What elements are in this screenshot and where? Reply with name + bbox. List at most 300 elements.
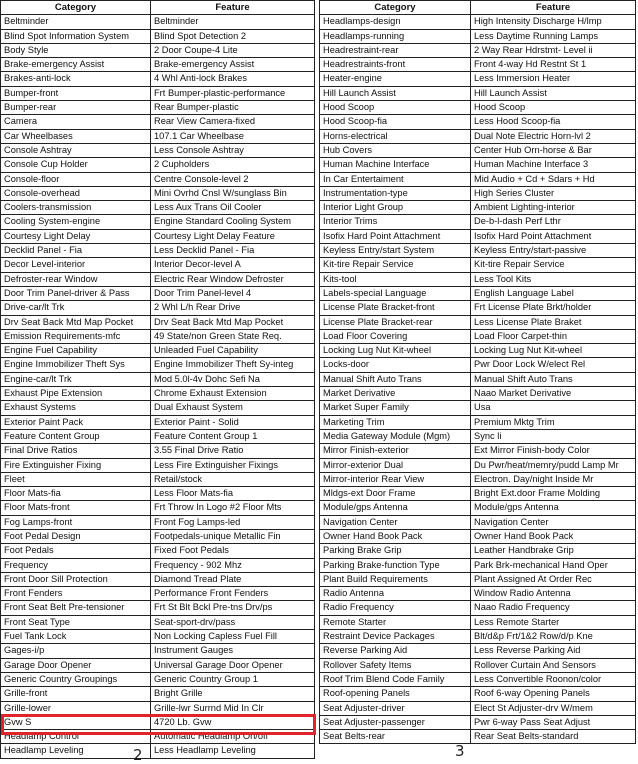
table-row bbox=[320, 143, 636, 157]
feature-cell: Less Console Ashtray bbox=[151, 143, 315, 157]
table-row bbox=[320, 415, 636, 429]
feature-cell: Less Fire Extinguisher Fixings bbox=[151, 458, 315, 472]
table-row bbox=[1, 344, 315, 358]
feature-cell: Less Hood Scoop-fia bbox=[471, 115, 636, 129]
table-row bbox=[1, 387, 315, 401]
feature-cell: 4720 Lb. Gvw bbox=[151, 715, 315, 729]
table-row bbox=[320, 301, 636, 315]
category-cell: Beltminder bbox=[1, 15, 151, 29]
category-cell: Garage Door Opener bbox=[1, 658, 151, 672]
category-cell: Gvw S bbox=[1, 715, 151, 729]
table-row bbox=[320, 258, 636, 272]
category-cell: Gages-i/p bbox=[1, 644, 151, 658]
feature-cell: Front Fog Lamps-led bbox=[151, 515, 315, 529]
feature-cell: Dual Exhaust System bbox=[151, 401, 315, 415]
feature-cell: Universal Garage Door Opener bbox=[151, 658, 315, 672]
category-cell: Hub Covers bbox=[320, 143, 471, 157]
table-row bbox=[1, 415, 315, 429]
feature-cell: Pwr Door Lock W/elect Rel bbox=[471, 358, 636, 372]
category-cell: Bumper-rear bbox=[1, 101, 151, 115]
feature-cell: Mini Ovrhd Cnsl W/sunglass Bin bbox=[151, 186, 315, 200]
table-row bbox=[320, 615, 636, 629]
table-row bbox=[1, 515, 315, 529]
table-row bbox=[320, 487, 636, 501]
feature-cell: Park Brk-mechanical Hand Oper bbox=[471, 558, 636, 572]
table-row bbox=[320, 315, 636, 329]
table-row bbox=[1, 315, 315, 329]
table-row bbox=[320, 587, 636, 601]
feature-cell: Naao Market Derivative bbox=[471, 387, 636, 401]
feature-cell: Premium Mktg Trim bbox=[471, 415, 636, 429]
category-cell: Floor Mats-front bbox=[1, 501, 151, 515]
feature-cell: Electron. Day/night Inside Mr bbox=[471, 472, 636, 486]
category-header: Category bbox=[1, 1, 151, 15]
category-cell: Parking Brake Grip bbox=[320, 544, 471, 558]
feature-cell: Seat-sport-drv/pass bbox=[151, 615, 315, 629]
feature-cell: Feature Content Group 1 bbox=[151, 429, 315, 443]
category-cell: Exhaust Systems bbox=[1, 401, 151, 415]
table-row bbox=[1, 501, 315, 515]
feature-cell: Retail/stock bbox=[151, 472, 315, 486]
page-number-right: 3 bbox=[455, 742, 465, 760]
feature-cell: English Language Label bbox=[471, 286, 636, 300]
table-row bbox=[1, 143, 315, 157]
category-cell: Heater-engine bbox=[320, 72, 471, 86]
table-row bbox=[1, 658, 315, 672]
feature-cell: Courtesy Light Delay Feature bbox=[151, 229, 315, 243]
feature-cell: Frequency - 902 Mhz bbox=[151, 558, 315, 572]
category-cell: Decor Level-interior bbox=[1, 258, 151, 272]
category-cell: Mirror-interior Rear View bbox=[320, 472, 471, 486]
feature-cell: Keyless Entry/start-passive bbox=[471, 244, 636, 258]
category-cell: Cooling System-engine bbox=[1, 215, 151, 229]
category-cell: Owner Hand Book Pack bbox=[320, 529, 471, 543]
feature-cell: Elect St Adjuster-drv W/mem bbox=[471, 701, 636, 715]
feature-cell: Rear Seat Belts-standard bbox=[471, 730, 636, 744]
feature-cell: Footpedals-unique Metallic Fin bbox=[151, 529, 315, 543]
feature-cell: Blt/d&p Frt/1&2 Row/d/p Kne bbox=[471, 630, 636, 644]
page-number-left: 2 bbox=[133, 746, 143, 764]
table-row bbox=[1, 72, 315, 86]
features-table-right bbox=[319, 0, 636, 744]
table-row bbox=[1, 458, 315, 472]
table-row bbox=[320, 329, 636, 343]
table-row bbox=[320, 172, 636, 186]
category-cell: Engine Fuel Capability bbox=[1, 344, 151, 358]
table-row bbox=[1, 358, 315, 372]
feature-cell: Leather Handbrake Grip bbox=[471, 544, 636, 558]
category-cell: Headrestraints-front bbox=[320, 58, 471, 72]
table-row bbox=[1, 472, 315, 486]
table-row bbox=[1, 301, 315, 315]
feature-cell: Human Machine Interface 3 bbox=[471, 158, 636, 172]
table-row bbox=[1, 286, 315, 300]
table-row bbox=[320, 472, 636, 486]
table-row bbox=[1, 329, 315, 343]
table-row bbox=[1, 129, 315, 143]
table-row bbox=[320, 501, 636, 515]
category-cell: Kit-tire Repair Service bbox=[320, 258, 471, 272]
feature-cell: Du Pwr/heat/memry/pudd Lamp Mr bbox=[471, 458, 636, 472]
feature-cell: Module/gps Antenna bbox=[471, 501, 636, 515]
feature-cell: Less Floor Mats-fia bbox=[151, 487, 315, 501]
category-cell: Drive-car/lt Trk bbox=[1, 301, 151, 315]
category-cell: Grille-front bbox=[1, 687, 151, 701]
feature-cell: Usa bbox=[471, 401, 636, 415]
gvw-highlight-box bbox=[1, 714, 316, 735]
category-cell: In Car Entertaiment bbox=[320, 172, 471, 186]
table-row bbox=[320, 630, 636, 644]
category-cell: Door Trim Panel-driver & Pass bbox=[1, 286, 151, 300]
feature-cell: Dual Note Electric Horn-lvl 2 bbox=[471, 129, 636, 143]
table-row bbox=[1, 58, 315, 72]
table-row bbox=[320, 544, 636, 558]
category-cell: Navigation Center bbox=[320, 515, 471, 529]
feature-cell: Brake-emergency Assist bbox=[151, 58, 315, 72]
feature-cell: 2 Way Rear Hdrstmt- Level ii bbox=[471, 43, 636, 57]
category-cell: Feature Content Group bbox=[1, 429, 151, 443]
category-cell: Exterior Paint Pack bbox=[1, 415, 151, 429]
category-cell: Plant Build Requirements bbox=[320, 572, 471, 586]
feature-cell: Rear Bumper-plastic bbox=[151, 101, 315, 115]
table-row bbox=[320, 687, 636, 701]
table-row bbox=[1, 615, 315, 629]
feature-cell: Pwr 6-way Pass Seat Adjust bbox=[471, 715, 636, 729]
feature-cell: Load Floor Carpet-thin bbox=[471, 329, 636, 343]
category-cell: Locking Lug Nut Kit-wheel bbox=[320, 344, 471, 358]
table-row bbox=[320, 558, 636, 572]
feature-header: Feature bbox=[471, 1, 636, 15]
table-row bbox=[1, 86, 315, 100]
feature-cell: Less Decklid Panel - Fia bbox=[151, 244, 315, 258]
category-cell: Headlamps-running bbox=[320, 29, 471, 43]
table-row bbox=[320, 529, 636, 543]
table-row bbox=[1, 115, 315, 129]
feature-cell: Non Locking Capless Fuel Fill bbox=[151, 630, 315, 644]
table-row bbox=[320, 215, 636, 229]
table-row bbox=[320, 658, 636, 672]
category-cell: Roof-opening Panels bbox=[320, 687, 471, 701]
table-row bbox=[320, 72, 636, 86]
category-cell: Mirror Finish-exterior bbox=[320, 444, 471, 458]
table-row bbox=[1, 572, 315, 586]
table-row bbox=[1, 229, 315, 243]
category-cell: Kits-tool bbox=[320, 272, 471, 286]
category-cell: Seat Adjuster-passenger bbox=[320, 715, 471, 729]
category-cell: Blind Spot Information System bbox=[1, 29, 151, 43]
category-cell: Front Seat Belt Pre-tensioner bbox=[1, 601, 151, 615]
table-row bbox=[320, 86, 636, 100]
table-row bbox=[320, 572, 636, 586]
table-row bbox=[320, 672, 636, 686]
category-cell: Reverse Parking Aid bbox=[320, 644, 471, 658]
feature-cell: Bright Ext.door Frame Molding bbox=[471, 487, 636, 501]
feature-cell: Owner Hand Book Pack bbox=[471, 529, 636, 543]
feature-cell: Kit-tire Repair Service bbox=[471, 258, 636, 272]
table-row bbox=[320, 444, 636, 458]
feature-cell: 49 State/non Green State Req. bbox=[151, 329, 315, 343]
table-row bbox=[1, 487, 315, 501]
category-cell: Interior Trims bbox=[320, 215, 471, 229]
table-row bbox=[320, 15, 636, 29]
table-row bbox=[320, 43, 636, 57]
table-row bbox=[1, 29, 315, 43]
feature-cell: 2 Door Coupe-4 Lite bbox=[151, 43, 315, 57]
category-cell: Front Seat Type bbox=[1, 615, 151, 629]
feature-cell: Naao Radio Frequency bbox=[471, 601, 636, 615]
table-row bbox=[1, 444, 315, 458]
table-row bbox=[320, 715, 636, 729]
table-row bbox=[320, 730, 636, 744]
category-cell: Remote Starter bbox=[320, 615, 471, 629]
category-cell: Frequency bbox=[1, 558, 151, 572]
category-cell: Camera bbox=[1, 115, 151, 129]
category-cell: Horns-electrical bbox=[320, 129, 471, 143]
feature-cell: 3.55 Final Drive Ratio bbox=[151, 444, 315, 458]
table-row bbox=[320, 101, 636, 115]
category-cell: License Plate Bracket-rear bbox=[320, 315, 471, 329]
feature-cell: Electric Rear Window Defroster bbox=[151, 272, 315, 286]
feature-cell: Engine Immobilizer Theft Sy-integ bbox=[151, 358, 315, 372]
feature-cell: Diamond Tread Plate bbox=[151, 572, 315, 586]
category-cell: Headlamp Control bbox=[1, 730, 151, 744]
category-cell: Locks-door bbox=[320, 358, 471, 372]
category-cell: Hood Scoop-fia bbox=[320, 115, 471, 129]
feature-cell: High Intensity Discharge H/lmp bbox=[471, 15, 636, 29]
feature-cell: Less Headlamp Leveling bbox=[151, 744, 315, 758]
category-cell: Body Style bbox=[1, 43, 151, 57]
table-row bbox=[320, 244, 636, 258]
feature-cell: Frt St Blt Bckl Pre-tns Drv/ps bbox=[151, 601, 315, 615]
category-cell: Console Cup Holder bbox=[1, 158, 151, 172]
category-cell: Market Super Family bbox=[320, 401, 471, 415]
table-row bbox=[320, 272, 636, 286]
table-row bbox=[320, 372, 636, 386]
category-cell: Exhaust Pipe Extension bbox=[1, 387, 151, 401]
feature-cell: Door Trim Panel-level 4 bbox=[151, 286, 315, 300]
table-row bbox=[1, 158, 315, 172]
table-row bbox=[320, 429, 636, 443]
table-row bbox=[1, 630, 315, 644]
table-row bbox=[1, 244, 315, 258]
feature-cell: Less Reverse Parking Aid bbox=[471, 644, 636, 658]
feature-cell: Centre Console-level 2 bbox=[151, 172, 315, 186]
feature-cell: Blind Spot Detection 2 bbox=[151, 29, 315, 43]
category-cell: Car Wheelbases bbox=[1, 129, 151, 143]
feature-cell: Center Hub Orn-horse & Bar bbox=[471, 143, 636, 157]
feature-cell: Beltminder bbox=[151, 15, 315, 29]
category-cell: Hill Launch Assist bbox=[320, 86, 471, 100]
category-cell: Engine Immobilizer Theft Sys bbox=[1, 358, 151, 372]
table-row bbox=[320, 358, 636, 372]
category-cell: Hood Scoop bbox=[320, 101, 471, 115]
feature-cell: Chrome Exhaust Extension bbox=[151, 387, 315, 401]
category-cell: Front Door Sill Protection bbox=[1, 572, 151, 586]
table-row bbox=[320, 158, 636, 172]
feature-cell: Generic Country Group 1 bbox=[151, 672, 315, 686]
feature-cell: Roof 6-way Opening Panels bbox=[471, 687, 636, 701]
category-cell: Emission Requirements-mfc bbox=[1, 329, 151, 343]
table-row bbox=[320, 344, 636, 358]
category-cell: Seat Belts-rear bbox=[320, 730, 471, 744]
category-cell: Keyless Entry/start System bbox=[320, 244, 471, 258]
feature-cell: Hood Scoop bbox=[471, 101, 636, 115]
category-cell: Headrestraint-rear bbox=[320, 43, 471, 57]
table-row bbox=[320, 29, 636, 43]
category-cell: Marketing Trim bbox=[320, 415, 471, 429]
feature-cell: Drv Seat Back Mtd Map Pocket bbox=[151, 315, 315, 329]
feature-cell: Plant Assigned At Order Rec bbox=[471, 572, 636, 586]
feature-cell: Isofix Hard Point Attachment bbox=[471, 229, 636, 243]
category-cell: Fleet bbox=[1, 472, 151, 486]
feature-cell: Performance Front Fenders bbox=[151, 587, 315, 601]
feature-cell: Mid Audio + Cd + Sdars + Hd bbox=[471, 172, 636, 186]
category-cell: Decklid Panel - Fia bbox=[1, 244, 151, 258]
feature-cell: Frt Bumper-plastic-performance bbox=[151, 86, 315, 100]
feature-header: Feature bbox=[151, 1, 315, 15]
feature-cell: High Series Cluster bbox=[471, 186, 636, 200]
category-cell: Fuel Tank Lock bbox=[1, 630, 151, 644]
feature-cell: Fixed Foot Pedals bbox=[151, 544, 315, 558]
feature-cell: Less Aux Trans Oil Cooler bbox=[151, 201, 315, 215]
feature-cell: Instrument Gauges bbox=[151, 644, 315, 658]
category-cell: Media Gateway Module (Mgm) bbox=[320, 429, 471, 443]
category-cell: Mirror-exterior Dual bbox=[320, 458, 471, 472]
feature-cell: Exterior Paint - Solid bbox=[151, 415, 315, 429]
category-cell: Brake-emergency Assist bbox=[1, 58, 151, 72]
category-cell: Floor Mats-fia bbox=[1, 487, 151, 501]
category-cell: Fog Lamps-front bbox=[1, 515, 151, 529]
feature-cell: Automatic Headlamp On/off bbox=[151, 730, 315, 744]
table-row bbox=[320, 387, 636, 401]
category-cell: Roof Trim Blend Code Family bbox=[320, 672, 471, 686]
category-cell: Console-floor bbox=[1, 172, 151, 186]
table-row bbox=[1, 544, 315, 558]
table-row bbox=[1, 258, 315, 272]
category-cell: Radio Antenna bbox=[320, 587, 471, 601]
category-cell: Interior Light Group bbox=[320, 201, 471, 215]
features-table-left bbox=[0, 0, 315, 759]
table-row bbox=[1, 401, 315, 415]
table-row bbox=[320, 129, 636, 143]
feature-cell: 2 Cupholders bbox=[151, 158, 315, 172]
category-cell: Foot Pedals bbox=[1, 544, 151, 558]
category-cell: Grille-lower bbox=[1, 701, 151, 715]
feature-cell: Less Convertible Roonon/color bbox=[471, 672, 636, 686]
feature-cell: Engine Standard Cooling System bbox=[151, 215, 315, 229]
table-row bbox=[1, 429, 315, 443]
category-cell: Brakes-anti-lock bbox=[1, 72, 151, 86]
feature-cell: De-b-l-dash Perf Lthr bbox=[471, 215, 636, 229]
feature-cell: Unleaded Fuel Capability bbox=[151, 344, 315, 358]
category-cell: Final Drive Ratios bbox=[1, 444, 151, 458]
table-row bbox=[1, 172, 315, 186]
category-cell: Module/gps Antenna bbox=[320, 501, 471, 515]
feature-cell: Manual Shift Auto Trans bbox=[471, 372, 636, 386]
category-cell: Seat Adjuster-driver bbox=[320, 701, 471, 715]
feature-cell: Ext Mirror Finish-body Color bbox=[471, 444, 636, 458]
category-cell: Defroster-rear Window bbox=[1, 272, 151, 286]
table-row bbox=[1, 101, 315, 115]
category-cell: Isofix Hard Point Attachment bbox=[320, 229, 471, 243]
category-cell: License Plate Bracket-front bbox=[320, 301, 471, 315]
feature-cell: Mod 5.0l-4v Dohc Sefi Na bbox=[151, 372, 315, 386]
feature-cell: Sync li bbox=[471, 429, 636, 443]
category-cell: Rollover Safety Items bbox=[320, 658, 471, 672]
category-cell: Drv Seat Back Mtd Map Pocket bbox=[1, 315, 151, 329]
category-cell: Console Ashtray bbox=[1, 143, 151, 157]
feature-cell: Window Radio Antenna bbox=[471, 587, 636, 601]
table-row bbox=[320, 186, 636, 200]
category-cell: Market Derivative bbox=[320, 387, 471, 401]
table-row bbox=[1, 601, 315, 615]
category-cell: Coolers-transmission bbox=[1, 201, 151, 215]
feature-cell: Front 4-way Hd Restnt St 1 bbox=[471, 58, 636, 72]
category-cell: Load Floor Covering bbox=[320, 329, 471, 343]
table-row bbox=[320, 286, 636, 300]
category-cell: Courtesy Light Delay bbox=[1, 229, 151, 243]
table-row bbox=[320, 115, 636, 129]
table-row bbox=[320, 458, 636, 472]
category-cell: Bumper-front bbox=[1, 86, 151, 100]
table-row bbox=[1, 186, 315, 200]
feature-cell: Locking Lug Nut Kit-wheel bbox=[471, 344, 636, 358]
table-row bbox=[320, 401, 636, 415]
category-header: Category bbox=[320, 1, 471, 15]
feature-cell: Rear View Camera-fixed bbox=[151, 115, 315, 129]
category-cell: Front Fenders bbox=[1, 587, 151, 601]
feature-cell: Less Remote Starter bbox=[471, 615, 636, 629]
category-cell: Fire Extinguisher Fixing bbox=[1, 458, 151, 472]
category-cell: Labels-special Language bbox=[320, 286, 471, 300]
category-cell: Radio Frequency bbox=[320, 601, 471, 615]
table-row bbox=[320, 515, 636, 529]
table-row bbox=[320, 58, 636, 72]
category-cell: Console-overhead bbox=[1, 186, 151, 200]
feature-cell: Less Daytime Running Lamps bbox=[471, 29, 636, 43]
table-row bbox=[320, 701, 636, 715]
table-row bbox=[320, 229, 636, 243]
table-row bbox=[1, 215, 315, 229]
feature-cell: Grille-lwr Surrnd Mid In Clr bbox=[151, 701, 315, 715]
header-row bbox=[320, 1, 636, 15]
table-row bbox=[1, 272, 315, 286]
feature-cell: Less Immersion Heater bbox=[471, 72, 636, 86]
feature-cell: Rollover Curtain And Sensors bbox=[471, 658, 636, 672]
table-row bbox=[320, 644, 636, 658]
feature-cell: 107.1 Car Wheelbase bbox=[151, 129, 315, 143]
category-cell: Foot Pedal Design bbox=[1, 529, 151, 543]
table-row bbox=[1, 672, 315, 686]
table-row bbox=[1, 644, 315, 658]
category-cell: Headlamp Leveling bbox=[1, 744, 151, 758]
feature-cell: Frt Throw In Logo #2 Floor Mts bbox=[151, 501, 315, 515]
feature-cell: Less License Plate Braket bbox=[471, 315, 636, 329]
table-row bbox=[1, 558, 315, 572]
table-row bbox=[1, 529, 315, 543]
feature-cell: Frt License Plate Brkt/holder bbox=[471, 301, 636, 315]
table-row bbox=[1, 372, 315, 386]
table-row bbox=[1, 587, 315, 601]
category-cell: Parking Brake-function Type bbox=[320, 558, 471, 572]
table-row bbox=[320, 201, 636, 215]
table-row bbox=[1, 43, 315, 57]
category-cell: Restraint Device Packages bbox=[320, 630, 471, 644]
feature-cell: 2 Whl L/h Rear Drive bbox=[151, 301, 315, 315]
feature-cell: Less Tool Kits bbox=[471, 272, 636, 286]
feature-cell: Hill Launch Assist bbox=[471, 86, 636, 100]
feature-cell: 4 Whl Anti-lock Brakes bbox=[151, 72, 315, 86]
